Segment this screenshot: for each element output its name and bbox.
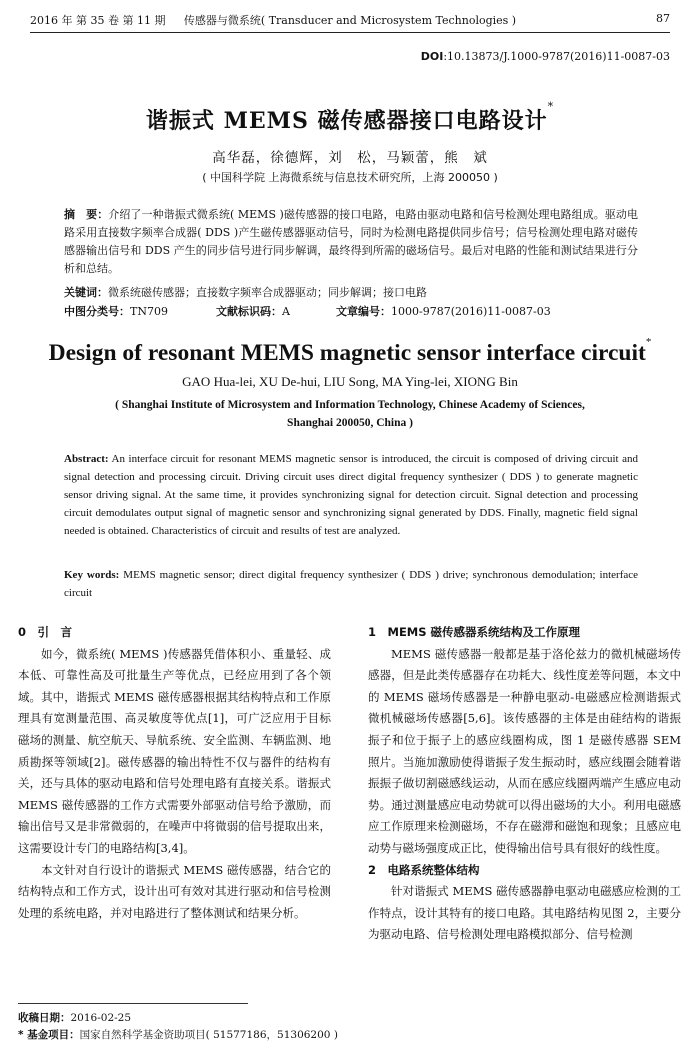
- en-affiliation: ( Shanghai Institute of Microsystem and Information Technology, Chinese Academy of Sciences, Shanghai 200050, China ): [115, 399, 585, 429]
- cn-abstract: 摘 要：介绍了一种谐振式微系统( MEMS )磁传感器的接口电路，电路由驱动电路和信号检测处理电路组成。驱动电路采用直接数字频率合成器( DDS )产生磁传感器驱动信号，同时为检测电路提供同步信号；信号检测处理电路对磁传感器输出信号和 DDS 产生的同步信号进行同步解调，最终得到所需的磁场信号。最后对电路的性能和测试结果进行分析和总结。: [64, 208, 639, 275]
- journal-issue: 2016 年 第 35 卷 第 11 期: [30, 14, 166, 27]
- footnote-received: 收稿日期：2016-02-25: [18, 1012, 132, 1024]
- section-1-paragraph-1: MEMS 磁传感器一般都是基于洛伦兹力的微机械磁场传感器，但是此类传感器存在功耗大、线性度差等问题，本文中的 MEMS 磁场传感器是一种静电驱动-电磁感应检测谐振式微机械磁场传感器[5,6]。该传感器的主体是由硅结构的谐振振子和位于振子上的感应线圈构成，图 1 是磁传感器 SEM 照片。当施加激励使得谐振子发生振动时，感应线圈会随着谐振振子做切割磁感线运动，从而在感应线圈两端产生感应电动势。通过测量感应电动势就可以得出磁场的大小。利用电磁感应工作原理来检测磁场，不存在磁滞和磁饱和现象；且感应电动势与磁场强度成正比，使得输出信号具有很好的线性度。: [368, 646, 681, 855]
- body-left-column: [18, 622, 331, 924]
- header-rule: [30, 32, 670, 33]
- section-0-paragraph-1: 如今，微系统( MEMS )传感器凭借体积小、重量轻、成本低、可靠性高及可批量生产等优点，已经应用到了各个领域。其中，谐振式 MEMS 磁传感器根据其结构特点和工作原理具有宽测量范围、高灵敏度等优点[1]，可广泛应用于目标磁场的测量、航空航天、导航系统、安全监测、车辆监测、地质勘探等领域[2]。磁传感器的输出特性不仅与器件的结构有关，还与具体的驱动电路和信号处理电路有直接关系。谐振式 MEMS 磁传感器的工作方式需要外部驱动信号给予激励，而输出信号又是非常微弱的，在噪声中将微弱的信号提取出来，这需要设计专门的电路结构[3,4]。: [18, 646, 331, 855]
- section-1-title: 1 MEMS 磁传感器系统结构及工作原理: [368, 625, 581, 639]
- cn-affiliation: ( 中国科学院 上海微系统与信息技术研究所，上海 200050 ): [202, 171, 498, 184]
- cn-keywords: 关键词：微系统磁传感器；直接数字频率合成器驱动；同步解调；接口电路: [64, 286, 427, 299]
- doi: DOI:10.13873/J.1000-9787(2016)11-0087-03: [420, 50, 670, 63]
- en-authors: GAO Hua-lei, XU De-hui, LIU Song, MA Ying-lei, XIONG Bin: [182, 374, 518, 389]
- section-0-title: 0 引 言: [18, 625, 73, 639]
- cn-authors: 高华磊，徐德辉，刘 松，马颖蕾，熊 斌: [212, 150, 488, 166]
- section-0-paragraph-2: 本文针对自行设计的谐振式 MEMS 磁传感器，结合它的结构特点和工作方式，设计出可有效对其进行驱动和信号检测处理的系统电路，并对电路进行了整体测试和结果分析。: [18, 862, 331, 920]
- section-2-paragraph-1: 针对谐振式 MEMS 磁传感器静电驱动电磁感应检测的工作特点，设计其特有的接口电路。其电路结构见图 2，主要分为驱动电路、信号检测处理电路模拟部分、信号检测: [368, 884, 681, 942]
- en-keywords: Key words: MEMS magnetic sensor; direct digital frequency synthesizer ( DDS ) drive; synchronous demodulation; interface circuit: [64, 569, 639, 599]
- body-right-column: [368, 622, 681, 946]
- page-number: 87: [656, 12, 670, 25]
- cn-title: 谐振式 MEMS 磁传感器接口电路设计*: [145, 100, 555, 134]
- footnote-fund: * 基金项目：国家自然科学基金资助项目( 51577186，51306200 ): [18, 1029, 338, 1041]
- journal-name: 传感器与微系统( Transducer and Microsystem Technologies ): [183, 14, 517, 27]
- en-title: Design of resonant MEMS magnetic sensor interface circuit*: [48, 336, 652, 366]
- en-abstract: Abstract: An interface circuit for resonant MEMS magnetic sensor is introduced, the circuit is composed of driving circuit and signal detection and processing circuit. Driving circuit uses direct digital frequency synthesizer ( DDS ) to generate magnetic sensor driving signal. At the same time, it provides synchronizing signal for detection circuit. Signal detection and processing circuit demodulates output signal of magnetic sensor and synchronizing signal generated by DDS. Finally, magnetic field signal needed is obtained. Characteristics of circuit and results of test are analyzed.: [64, 453, 638, 537]
- footnote-rule: [18, 1003, 248, 1004]
- section-2-title: 2 电路系统整体结构: [368, 862, 480, 877]
